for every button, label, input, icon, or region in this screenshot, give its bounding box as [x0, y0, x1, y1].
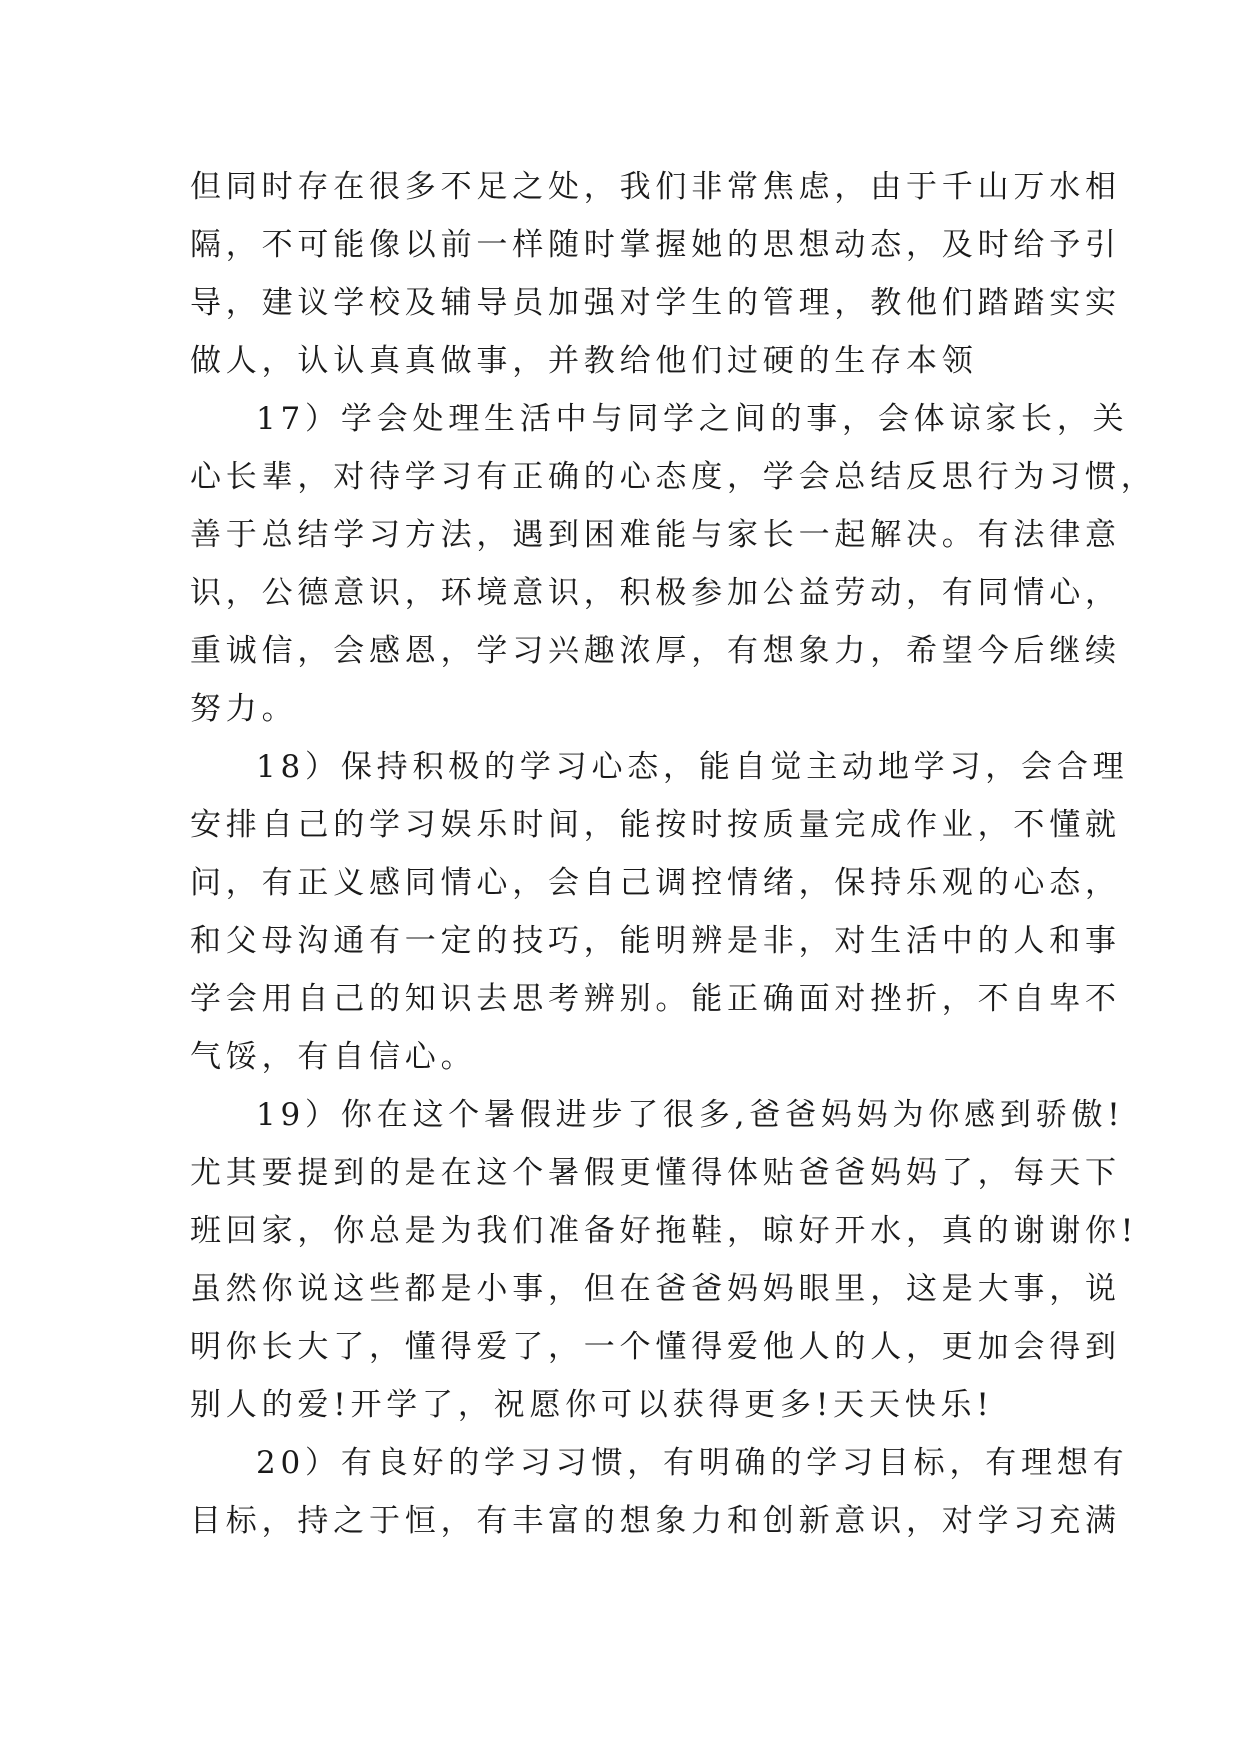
paragraph-20 [190, 1434, 1129, 1550]
paragraph [190, 158, 1121, 390]
text-line: 19）你在这个暑假进步了很多,爸爸妈妈为你感到骄傲! [256, 1097, 1125, 1133]
text-line: 学会用自己的知识去思考辨别。能正确面对挫折，不自卑不 [190, 981, 1121, 1017]
text-line: 安排自己的学习娱乐时间，能按时按质量完成作业，不懂就 [190, 807, 1121, 843]
text-line: 别人的爱!开学了，祝愿你可以获得更多!天天快乐! [190, 1387, 994, 1423]
text-line: 和父母沟通有一定的技巧，能明辨是非，对生活中的人和事 [190, 923, 1121, 959]
text-line: 气馁，有自信心。 [190, 1039, 477, 1075]
document-body [190, 158, 1157, 1550]
text-line: 但同时存在很多不足之处，我们非常焦虑，由于千山万水相 [190, 169, 1121, 205]
text-line: 导，建议学校及辅导员加强对学生的管理，教他们踏踏实实 [190, 285, 1121, 321]
text-line: 努力。 [190, 691, 298, 727]
text-line: 善于总结学习方法，遇到困难能与家长一起解决。有法律意 [190, 517, 1121, 553]
text-line: 重诚信，会感恩，学习兴趣浓厚，有想象力，希望今后继续 [190, 633, 1121, 669]
text-line: 17）学会处理生活中与同学之间的事，会体谅家长，关 [256, 401, 1129, 437]
paragraph-18 [190, 738, 1129, 1086]
text-line: 心长辈，对待学习有正确的心态度，学会总结反思行为习惯， [190, 459, 1157, 495]
text-line: 18）保持积极的学习心态，能自觉主动地学习，会合理 [256, 749, 1129, 785]
text-line: 识，公德意识，环境意识，积极参加公益劳动，有同情心， [190, 575, 1121, 611]
text-line: 明你长大了，懂得爱了，一个懂得爱他人的人，更加会得到 [190, 1329, 1121, 1365]
paragraph-19 [190, 1086, 1139, 1434]
text-line: 问，有正义感同情心，会自己调控情绪，保持乐观的心态， [190, 865, 1121, 901]
text-line: 隔，不可能像以前一样随时掌握她的思想动态，及时给予引 [190, 227, 1121, 263]
text-line: 班回家，你总是为我们准备好拖鞋，晾好开水，真的谢谢你! [190, 1213, 1139, 1249]
text-line: 尤其要提到的是在这个暑假更懂得体贴爸爸妈妈了，每天下 [190, 1155, 1121, 1191]
text-line: 做人，认认真真做事，并教给他们过硬的生存本领 [190, 343, 978, 379]
text-line: 虽然你说这些都是小事，但在爸爸妈妈眼里，这是大事，说 [190, 1271, 1121, 1307]
text-line: 20）有良好的学习习惯，有明确的学习目标，有理想有 [256, 1445, 1129, 1481]
text-line: 目标，持之于恒，有丰富的想象力和创新意识，对学习充满 [190, 1503, 1121, 1539]
paragraph-17 [190, 390, 1157, 738]
